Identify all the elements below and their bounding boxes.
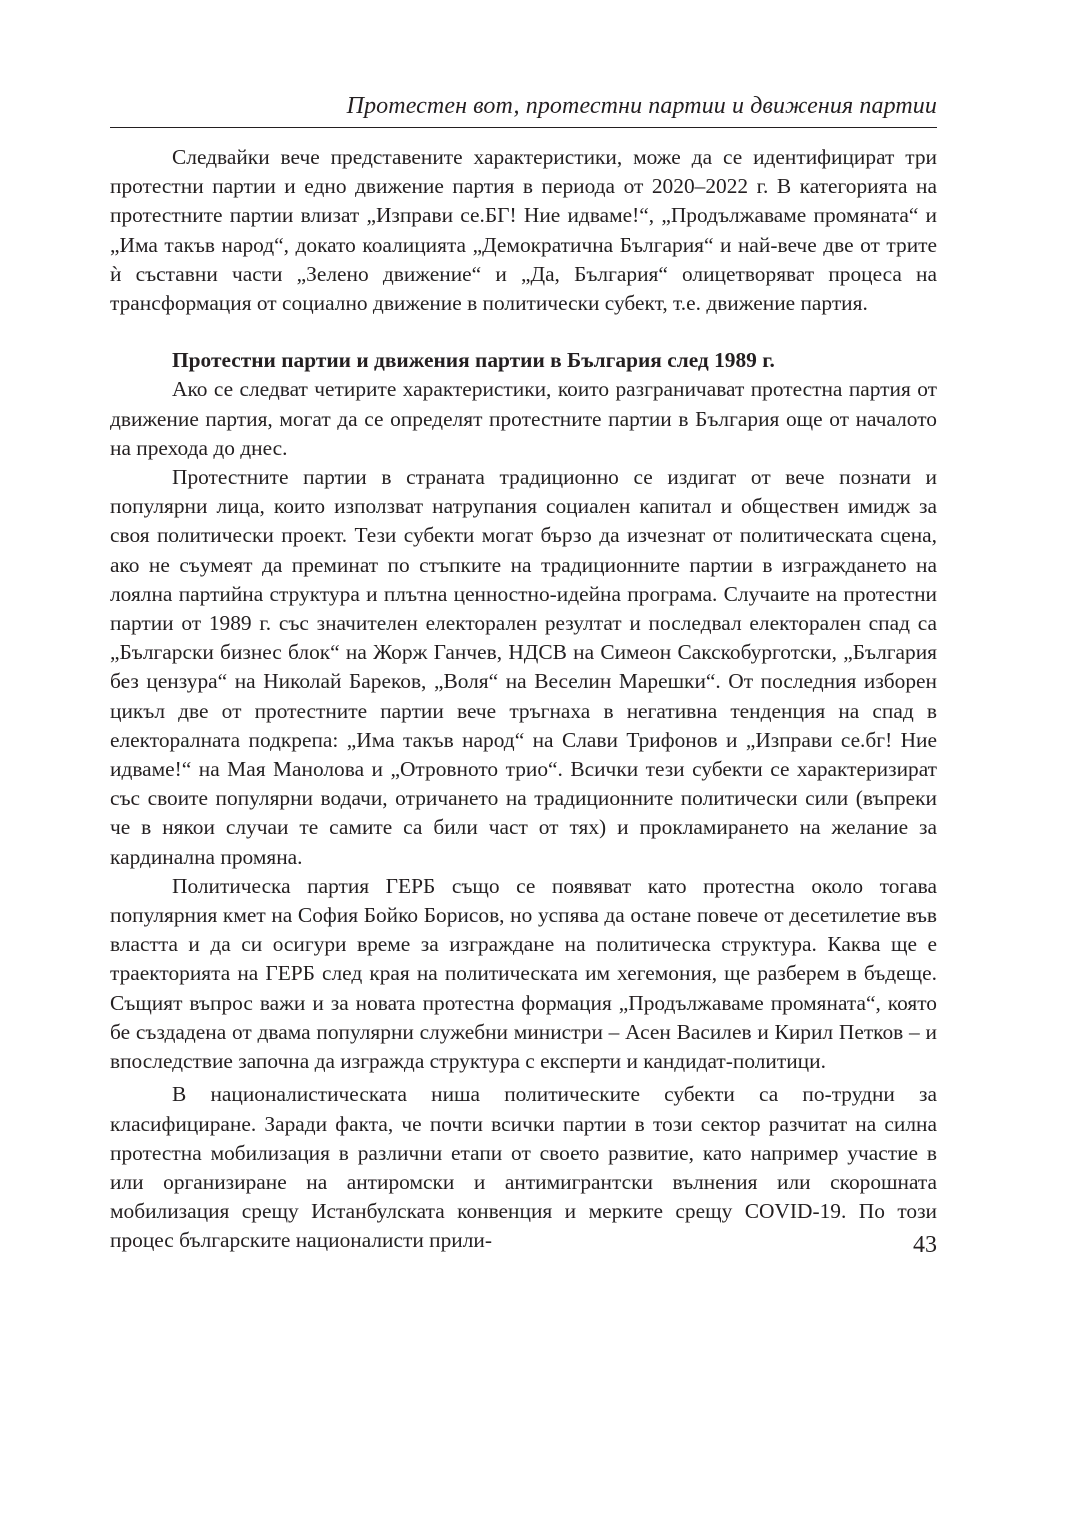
body-text bbox=[110, 143, 937, 1256]
paragraph-3: Протестните партии в страната традиционно се издигат от вече познати и популярни лица, които използват натрупания социален капитал и обществен имидж за своя политически проект. Тези субекти могат бързо да изчезнат от политическата сцена, ако не съумеят да преминат по стъпките на традиционните партии в изграждането на лоялна партийна структура и плътна ценностно-идейна програма. Случаите на протестни партии от 1989 г. със значителен електорален резултат и последвал електорален спад са „Български бизнес блок“ на Жорж Ганчев, НДСВ на Симеон Сакскобурготски, „България без цензура“ на Николай Бареков, „Воля“ на Веселин Марешки“. От последния изборен цикъл две от протестните партии вече тръгнаха в негативна тенденция на спад в електоралната подкрепа: „Има такъв народ“ на Слави Трифонов и „Изправи се.бг! Ние идваме!“ на Мая Манолова и „Отровното трио“. Всички тези субекти се характеризират със своите популярни водачи, отричането на традиционните политически сили (въпреки че в някои случаи те самите са били част от тях) и прокламирането на желание за кардинална промяна. bbox=[110, 465, 937, 869]
page-number: 43 bbox=[913, 1232, 937, 1258]
running-header: Протестен вот, протестни партии и движения партии bbox=[346, 93, 937, 119]
paragraph-1: Следвайки вече представените характеристики, може да се идентифицират три протестни партии и едно движение партия в периода от 2020–2022 г. В категорията на протестните партии влизат „Изправи се.БГ! Ние идваме!“, „Продължаваме промяната“ и „Има такъв народ“, докато коалицията „Демократична България“ и най-вече две от трите ѝ съставни части „Зелено движение“ и „Да, България“ олицетворяват процеса на трансформация от социално движение в политически субект, т.е. движение партия. bbox=[110, 145, 937, 316]
paragraph-2: Ако се следват четирите характеристики, които разграничават протестна партия от движение партия, могат да се определят протестните партии в България още от началото на прехода до днес. bbox=[110, 377, 937, 460]
header-rule bbox=[110, 127, 937, 128]
paragraph-4: Политическа партия ГЕРБ също се появяват като протестна около тогава популярния кмет на София Бойко Борисов, но успява да остане повече от десетилетие във властта и да си осигури време за изграждане на политическа структура. Каква ще е траекторията на ГЕРБ след края на политическата им хегемония, ще разберем в бъдеще. Същият въпрос важи и за новата протестна формация „Продължаваме промяната“, която бе създадена от двама популярни служебни министри – Асен Василев и Кирил Петков – и впоследствие започна да изгражда структура с експерти и кандидат-политици. bbox=[110, 873, 937, 1074]
section-heading: Протестни партии и движения партии в България след 1989 г. bbox=[172, 348, 775, 373]
paragraph-5: В националистическата ниша политическите субекти са по-трудни за класифициране. Заради факта, че почти всички партии в този сектор разчитат на силна протестна мобилизация в различни етапи от своето развитие, като например участие в или организиране на антиромски и антимигрантски вълнения или скорошната мобилизация срещу Истанбулската конвенция и мерките срещу COVID-19. По този процес българските националисти прили- bbox=[110, 1082, 937, 1253]
